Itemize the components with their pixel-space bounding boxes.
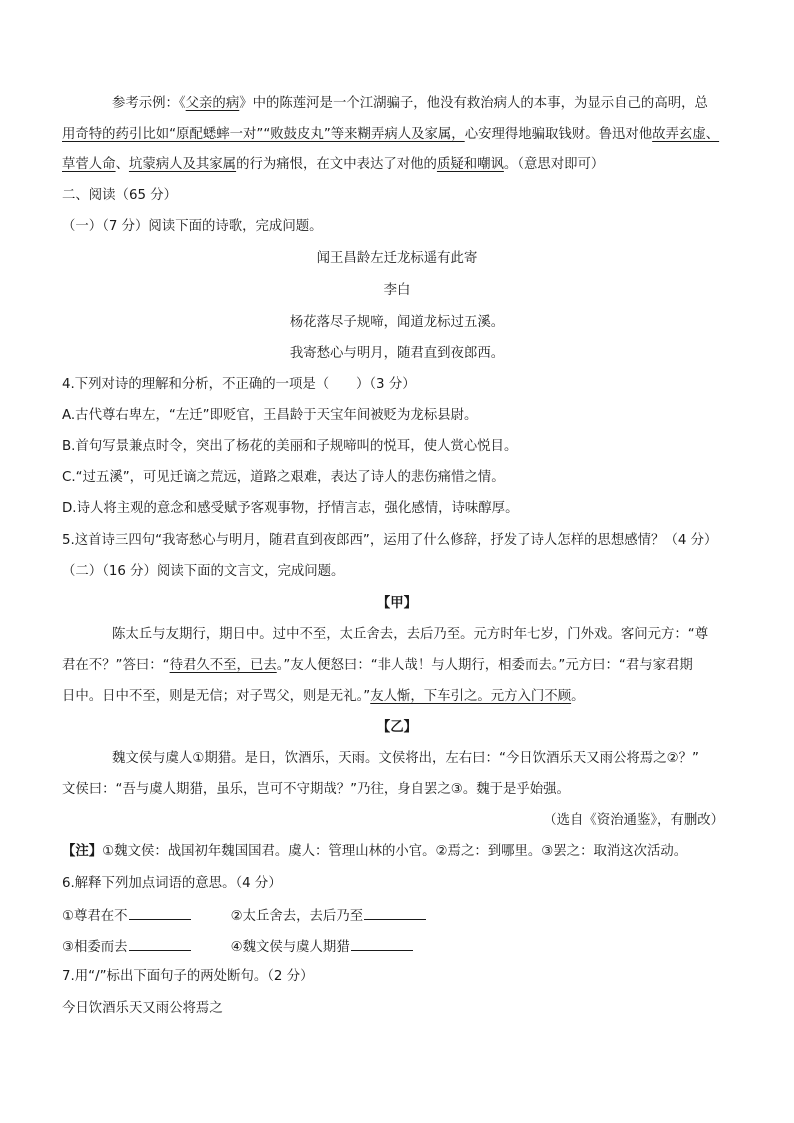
question-4-option-c: C.“过五溪”，可见迁谪之荒远，道路之艰难，表达了诗人的悲伤痛惜之情。 [62, 470, 505, 485]
question-4-option-a: A.古代尊右卑左，“左迁”即贬官，王昌龄于天宝年间被贬为龙标县尉。 [62, 408, 478, 423]
poem-line-1: 杨花落尽子规啼，闻道龙标过五溪。 [289, 315, 505, 330]
part1-heading: （一）（7 分）阅读下面的诗歌，完成问题。 [62, 219, 323, 234]
question-6-stem: 6.解释下列加点词语的意思。（4 分） [62, 876, 282, 891]
question-4-stem: 4.下列对诗的理解和分析，不正确的一项是（ ）（3 分） [62, 377, 416, 392]
part2-heading: （二）（16 分）阅读下面的文言文，完成问题。 [62, 564, 345, 579]
answer-blank[interactable] [129, 936, 191, 951]
question-6-row-1: ①尊君在不 ②太丘舍去，去后乃至 [62, 905, 426, 927]
jia-line-2: 君在不？”答曰：“待君久不至，已去。”友人便怒曰：“非人哉！与人期行，相委而去。”元方曰：“君与家君期 [62, 658, 693, 673]
question-4-option-b: B.首句写景兼点时令，突出了杨花的美丽和子规啼叫的悦耳，使人赏心悦目。 [62, 439, 518, 454]
question-7-stem: 7.用“/”标出下面句子的两处断句。（2 分） [62, 969, 314, 984]
section-heading: 二、阅读（65 分） [62, 188, 178, 203]
answer-blank[interactable] [364, 905, 426, 920]
poem-title: 闻王昌龄左迁龙标遥有此寄 [316, 251, 478, 266]
yi-title: 【乙】 [376, 720, 418, 735]
yi-line-2: 文侯曰：“吾与虞人期猎，虽乐，岂可不守期哉？”乃往，身自罢之③。魏于是乎始强。 [62, 782, 570, 797]
jia-line-3: 日中。日中不至，则是无信；对子骂父，则是无礼。”友人惭，下车引之。元方入门不顾。 [62, 689, 585, 704]
question-6-row-2: ③相委而去 ④魏文侯与虞人期猎 [62, 936, 413, 958]
source-citation: （选自《资治通鉴》，有删改） [543, 813, 724, 828]
answer-line-2: 用奇特的药引比如“原配蟋蟀一对”“败鼓皮丸”等来糊弄病人及家属，心安理得地骗取钱财。鲁迅对他故弄玄虚、 [62, 127, 720, 142]
yi-line-1: 魏文侯与虞人①期猎。是日，饮酒乐，天雨。文侯将出，左右曰：“今日饮酒乐天又雨公将焉之②？” [112, 751, 699, 766]
answer-blank[interactable] [129, 905, 191, 920]
jia-line-1: 陈太丘与友期行，期日中。过中不至，太丘舍去，去后乃至。元方时年七岁，门外戏。客问元方：“尊 [112, 627, 709, 642]
answer-line-1: 参考示例：《父亲的病》中的陈莲河是一个江湖骗子，他没有救治病人的本事，为显示自己的高明，总 [112, 96, 708, 111]
question-4-option-d: D.诗人将主观的意念和感受赋予客观事物，抒情言志，强化感情，诗味醇厚。 [62, 501, 519, 516]
annotation-note: 【注】①魏文侯：战国初年魏国国君。虞人：管理山林的小官。②焉之：到哪里。③罢之：取消这次活动。 [62, 844, 688, 859]
answer-line-3: 草菅人命、坑蒙病人及其家属的行为痛恨，在文中表达了对他的质疑和嘲讽。（意思对即可） [62, 157, 605, 172]
question-7-sentence: 今日饮酒乐天又雨公将焉之 [62, 1001, 223, 1016]
answer-blank[interactable] [351, 936, 413, 951]
question-5: 5.这首诗三四句“我寄愁心与明月，随君直到夜郎西”，运用了什么修辞，抒发了诗人怎样的思想感情？（4 分） [62, 533, 718, 548]
book-title: 父亲的病 [185, 96, 240, 111]
poem-author: 李白 [383, 283, 411, 298]
poem-line-2: 我寄愁心与明月，随君直到夜郎西。 [289, 346, 505, 361]
jia-title: 【甲】 [376, 596, 418, 611]
